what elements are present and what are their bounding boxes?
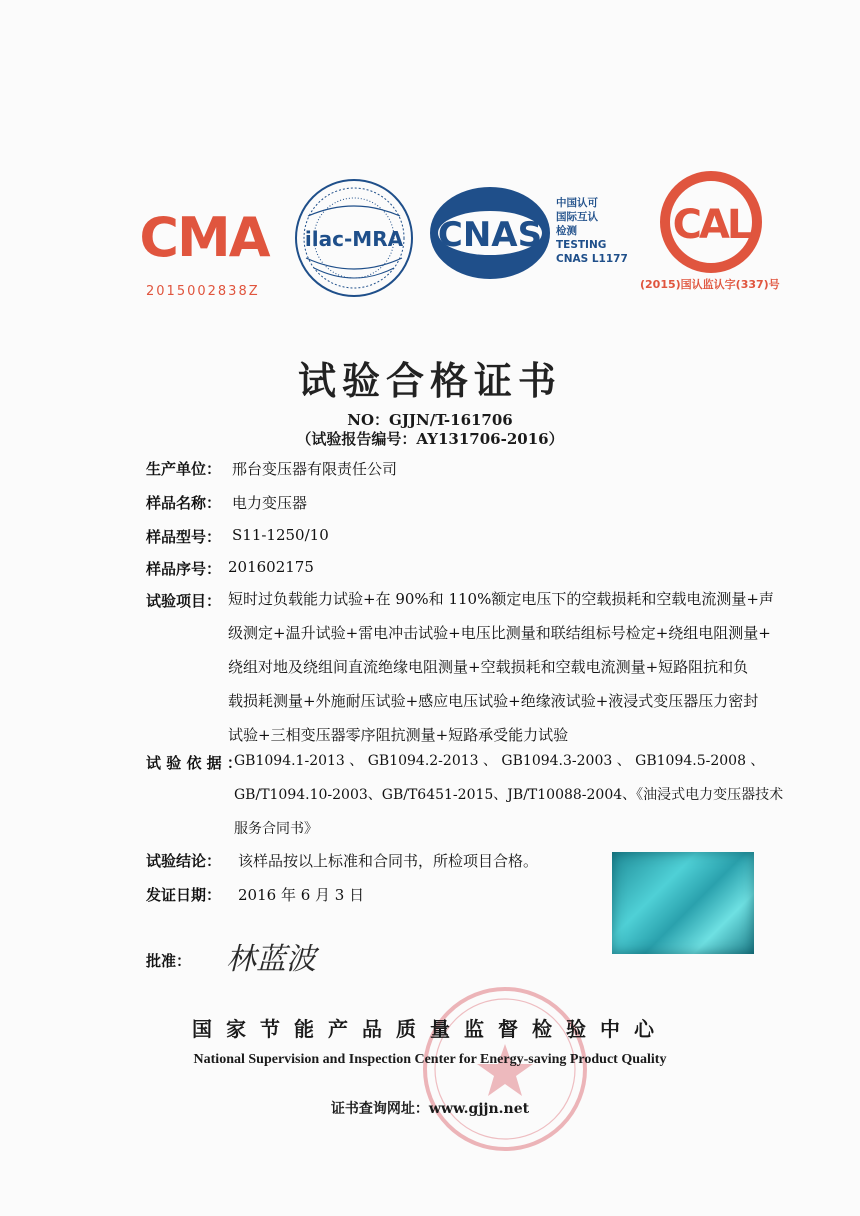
certificate-number: NO：GJJN/T-161706	[347, 411, 513, 429]
certificate-title: 试验合格证书	[297, 358, 562, 403]
cnas-line-1: 中国认可	[556, 197, 598, 209]
basis-text	[234, 744, 824, 846]
unit-value: 邢台变压器有限责任公司	[232, 460, 398, 478]
name-label: 样品名称：	[146, 494, 222, 512]
basis-line-3: 服务合同书》	[234, 821, 318, 837]
cnas-line-3: 检测	[556, 225, 577, 237]
query-url: 证书查询网址：www.gjjn.net	[330, 1101, 530, 1117]
cnas-text: CNAS	[437, 215, 543, 255]
items-label: 试验项目：	[146, 592, 222, 610]
model-value: S11-1250/10	[232, 526, 329, 544]
ilac-mra-logo	[292, 176, 416, 300]
serial-value: 201602175	[228, 558, 314, 576]
basis-label: 试 验 依 据 ：	[146, 754, 242, 772]
cnas-logo	[428, 184, 552, 282]
center-name-cn: 国家节能产品质量监督检验中心	[192, 1017, 668, 1041]
approval-label: 批准：	[146, 952, 192, 970]
cal-caption: (2015)国认监认字(337)号	[640, 278, 780, 291]
items-text	[228, 582, 828, 752]
conclusion-value: 该样品按以上标准和合同书，所检项目合格。	[238, 852, 539, 870]
model-label: 样品型号：	[146, 528, 222, 546]
items-line-4: 载损耗测量+外施耐压试验+感应电压试验+绝缘液试验+液浸式变压器压力密封	[228, 692, 759, 710]
red-seal	[420, 984, 590, 1154]
approval-signature: 林蓝波	[226, 942, 316, 977]
cnas-line-4: TESTING	[556, 239, 607, 251]
cnas-line-5: CNAS L1177	[556, 253, 628, 265]
basis-line-2: GB/T1094.10-2003、GB/T6451-2015、JB/T10088-2004、《油浸式电力变压器技术	[234, 787, 784, 803]
cma-number: 2015002838Z	[146, 284, 260, 299]
date-label: 发证日期：	[146, 886, 222, 904]
report-number: （试验报告编号：AY131706-2016）	[296, 430, 564, 448]
basis-line-1: GB1094.1-2013 、 GB1094.2-2013 、 GB1094.3-2003 、 GB1094.5-2008 、	[234, 753, 765, 769]
items-line-2: 级测定+温升试验+雷电冲击试验+电压比测量和联结组标号检定+绕组电阻测量+	[228, 624, 771, 642]
ilac-mra-text: ilac-MRA	[304, 227, 404, 251]
serial-label: 样品序号：	[146, 560, 222, 578]
date-value: 2016 年 6 月 3 日	[238, 886, 365, 904]
cnas-line-2: 国际互认	[556, 211, 598, 223]
cma-logo-text: CMA	[139, 206, 269, 269]
cnas-side-text	[556, 196, 628, 266]
cal-text: CAL	[672, 202, 750, 248]
conclusion-label: 试验结论：	[146, 852, 222, 870]
unit-label: 生产单位：	[146, 460, 222, 478]
items-line-1: 短时过负载能力试验+在 90%和 110%额定电压下的空载损耗和空载电流测量+声	[228, 590, 774, 608]
cma-logo	[139, 200, 269, 272]
items-line-3: 绕组对地及绕组间直流绝缘电阻测量+空载损耗和空载电流测量+短路阻抗和负	[228, 658, 749, 676]
items-line-5: 试验+三相变压器零序阻抗测量+短路承受能力试验	[228, 726, 569, 744]
cal-logo	[656, 172, 766, 272]
name-value: 电力变压器	[232, 494, 308, 512]
center-name-en: National Supervision and Inspection Center for Energy-saving Product Quality	[193, 1052, 667, 1067]
hologram-sticker	[612, 852, 754, 954]
